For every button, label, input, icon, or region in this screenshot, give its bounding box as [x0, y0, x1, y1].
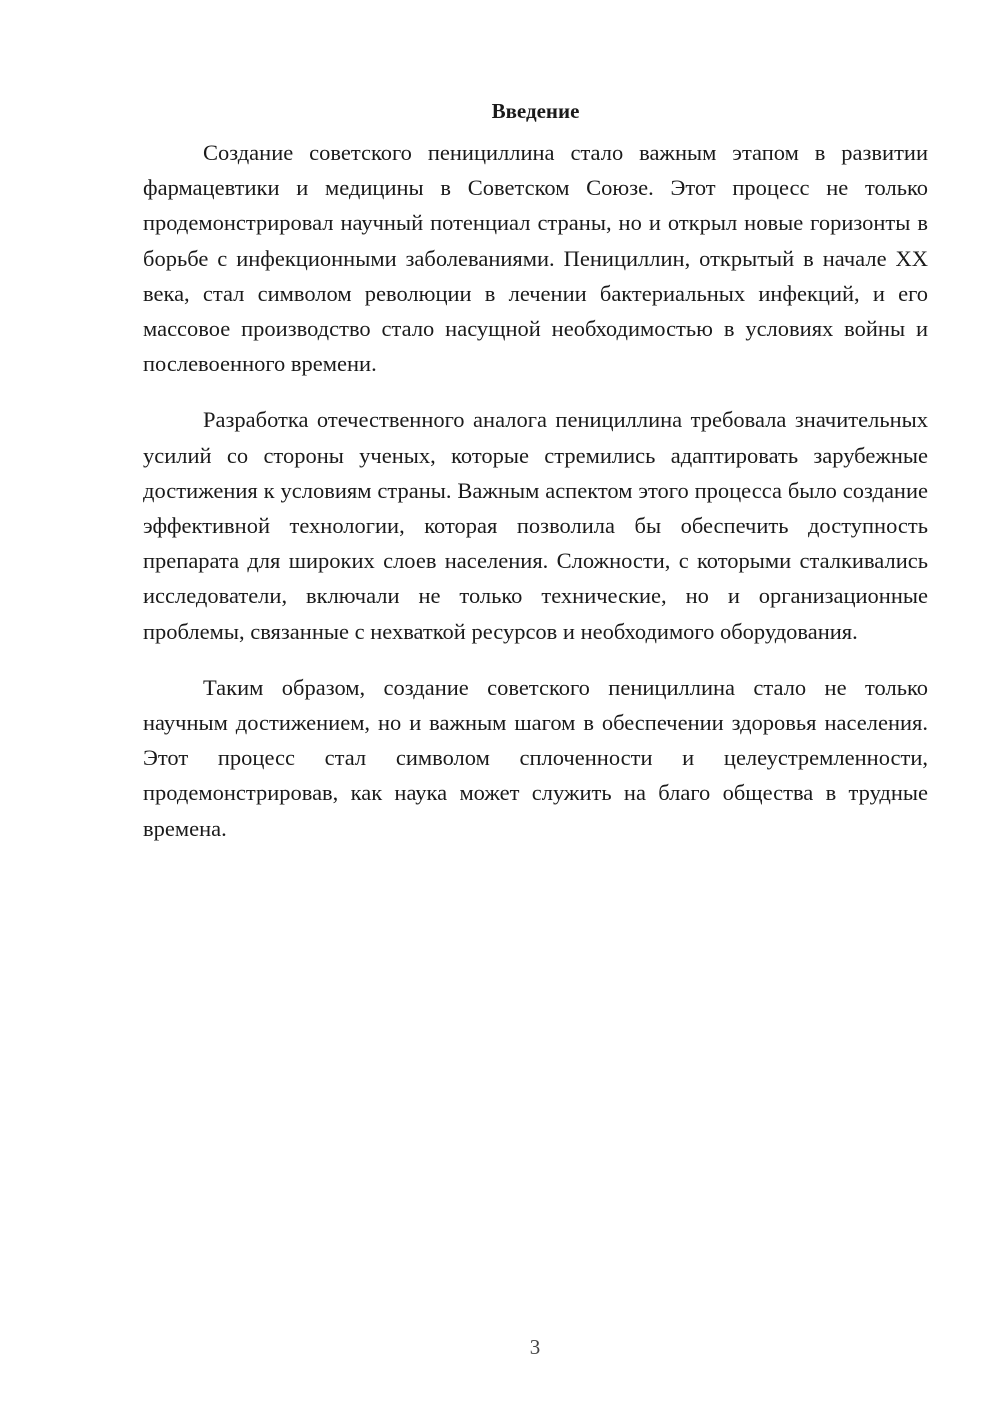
paragraph-3: Таким образом, создание советского пенициллина стало не только научным достижением, но и важным шагом в обеспечении здоровья населения. Этот процесс стал символом сплоченности и целеустремленности, продемонстрировав, как наука может служить на благо общества в трудные времена. — [143, 674, 928, 841]
page-content — [143, 96, 928, 867]
paragraph-1: Создание советского пенициллина стало важным этапом в развитии фармацевтики и медицины в Советском Союзе. Этот процесс не только продемонстрировал научный потенциал страны, но и открыл новые горизонты в борьбе с инфекционными заболеваниями. Пенициллин, открытый в начале XX века, стал символом революции в лечении бактериальных инфекций, и его массовое производство стало насущной необходимостью в условиях войны и послевоенного времени. — [143, 140, 928, 377]
page-number: 3 — [529, 1335, 541, 1359]
section-heading: Введение — [491, 99, 580, 123]
paragraph-2: Разработка отечественного аналога пенициллина требовала значительных усилий со стороны ученых, которые стремились адаптировать зарубежные достижения к условиям страны. Важным аспектом этого процесса было создание эффективной технологии, которая позволила бы обеспечить доступность препарата для широких слоев населения. Сложности, с которыми сталкивались исследователи, включали не только технические, но и организационные проблемы, связанные с нехваткой ресурсов и необходимого оборудования. — [143, 407, 928, 644]
